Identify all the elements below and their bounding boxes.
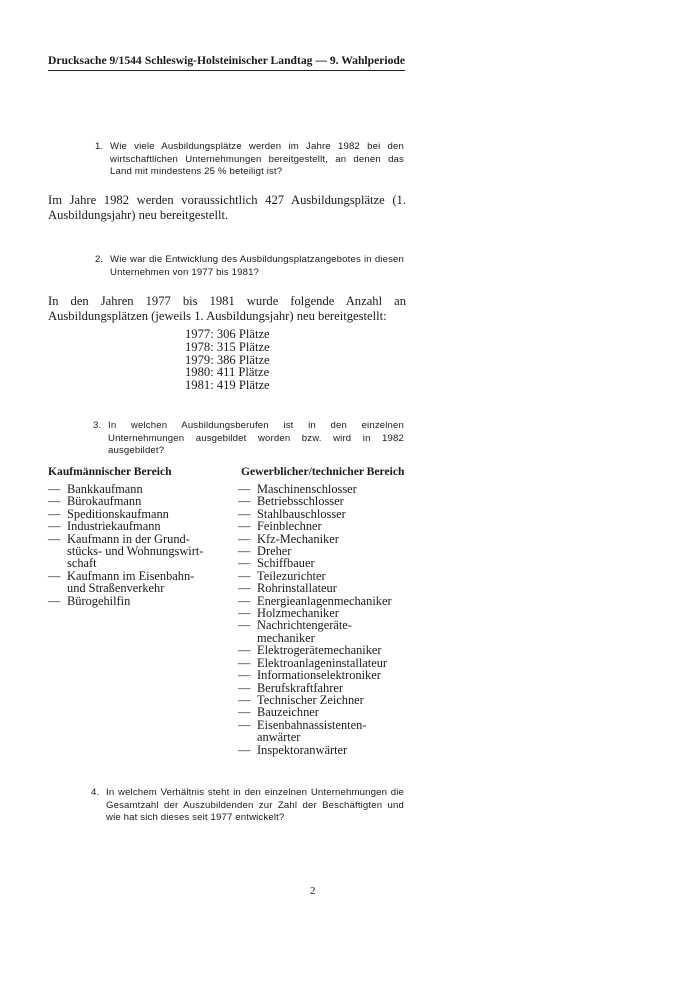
- dash-bullet: —: [238, 593, 251, 608]
- profession-label: Energieanlagenmechaniker: [257, 593, 392, 608]
- dash-bullet: —: [238, 717, 251, 732]
- question-number: 3.: [93, 420, 102, 431]
- dash-bullet: —: [238, 606, 251, 621]
- dash-bullet: —: [238, 482, 251, 496]
- profession-label: Elektrogerätemechaniker: [257, 643, 382, 658]
- dash-bullet: —: [238, 643, 251, 658]
- dash-bullet: —: [238, 506, 251, 521]
- parliament-title: Schleswig-Holsteinischer Landtag — 9. Wahlperiode: [144, 54, 405, 67]
- profession-label: Feinblechner: [257, 519, 322, 534]
- dash-bullet: —: [238, 655, 251, 670]
- profession-label: Speditionskaufmann: [67, 506, 169, 521]
- profession-item: [238, 744, 408, 756]
- dash-bullet: —: [48, 494, 61, 509]
- technical-professions-list: [238, 483, 408, 756]
- dash-bullet: —: [238, 531, 251, 546]
- profession-label: schaft: [67, 556, 97, 571]
- profession-item: [48, 570, 208, 595]
- profession-label: Holzmechaniker: [257, 606, 339, 621]
- profession-item: [238, 495, 408, 507]
- commercial-heading: Kaufmännischer Bereich: [48, 465, 172, 478]
- profession-label: Bauzeichner: [257, 705, 319, 720]
- profession-label: Industriekaufmann: [67, 519, 161, 534]
- profession-label: stücks- und Wohnungswirt-: [67, 544, 204, 559]
- question-text: In welchem Verhältnis steht in den einzelnen Unternehmungen die Gesamtzahl der Auszubildenden zur Zahl der Beschäftigten und wie hat sich dieses seit 1977 entwickelt?: [106, 787, 404, 823]
- year-row: 1979: 386 Plätze: [185, 352, 270, 367]
- profession-label: Berufskraftfahrer: [257, 680, 343, 695]
- profession-label: Rohrinstallateur: [257, 581, 337, 596]
- profession-item: [48, 533, 208, 570]
- profession-item: [238, 557, 408, 569]
- question-text: In welchen Ausbildungsberufen ist in den einzelnen Unternehmungen ausgebildet worden bzw. wird in 1982 ausgebildet?: [108, 420, 404, 456]
- profession-label: Betriebsschlosser: [257, 494, 344, 509]
- document-number: Drucksache 9/1544: [48, 54, 142, 67]
- profession-item: [48, 520, 208, 532]
- profession-label: Nachrichtengeräte-: [257, 618, 352, 633]
- profession-item: [238, 644, 408, 656]
- dash-bullet: —: [48, 568, 61, 583]
- profession-label: Schiffbauer: [257, 556, 315, 571]
- profession-label: Bürogehilfin: [67, 593, 131, 608]
- profession-item: [238, 619, 408, 644]
- profession-label: Bankkaufmann: [67, 482, 143, 496]
- question-number: 1.: [95, 141, 104, 152]
- dash-bullet: —: [238, 680, 251, 695]
- question-number: 2.: [95, 254, 104, 265]
- year-row: 1978: 315 Plätze: [185, 339, 270, 354]
- profession-item: [238, 719, 408, 744]
- profession-item: [238, 582, 408, 594]
- dash-bullet: —: [238, 568, 251, 583]
- technical-heading: Gewerblicher/technicher Bereich: [241, 465, 405, 478]
- page-header: [48, 54, 405, 67]
- year-row: 1981: 419 Plätze: [185, 378, 270, 393]
- question-1: [95, 141, 404, 179]
- profession-item: [238, 706, 408, 718]
- profession-label: Kaufmann im Eisenbahn-: [67, 568, 195, 583]
- profession-label: Bürokaufmann: [67, 494, 142, 509]
- yearly-places-list: [185, 328, 270, 392]
- dash-bullet: —: [238, 692, 251, 707]
- profession-label: Teilezurichter: [257, 568, 326, 583]
- dash-bullet: —: [238, 705, 251, 720]
- dash-bullet: —: [238, 494, 251, 509]
- dash-bullet: —: [238, 544, 251, 559]
- dash-bullet: —: [48, 593, 61, 608]
- year-row: 1977: 306 Plätze: [185, 327, 270, 341]
- dash-bullet: —: [238, 581, 251, 596]
- question-4: [91, 787, 404, 825]
- profession-item: [48, 595, 208, 607]
- header-rule: [48, 70, 405, 71]
- question-3: [93, 420, 404, 458]
- question-2: [95, 254, 404, 279]
- profession-label: Elektroanlageninstallateur: [257, 655, 388, 670]
- profession-label: Kfz-Mechaniker: [257, 531, 339, 546]
- question-text: Wie war die Entwicklung des Ausbildungsplatzangebotes in diesen Unternehmen von 1977 bis 1981?: [110, 254, 404, 278]
- dash-bullet: —: [238, 742, 251, 757]
- year-row: 1980: 411 Plätze: [185, 365, 270, 380]
- dash-bullet: —: [238, 556, 251, 571]
- profession-label: anwärter: [257, 730, 301, 745]
- page-number: 2: [310, 885, 316, 897]
- profession-label: Dreher: [257, 544, 292, 559]
- question-text: Wie viele Ausbildungsplätze werden im Jahre 1982 bei den wirtschaftlichen Unternehmungen bereitgestellt, an denen das Land mit mindestens 25 % beteiligt ist?: [110, 141, 404, 177]
- dash-bullet: —: [48, 531, 61, 546]
- profession-label: Maschinenschlosser: [257, 482, 357, 496]
- profession-label: Eisenbahnassistenten-: [257, 717, 367, 732]
- dash-bullet: —: [48, 506, 61, 521]
- profession-item: [238, 520, 408, 532]
- profession-label: Technischer Zeichner: [257, 692, 364, 707]
- profession-item: [48, 495, 208, 507]
- commercial-professions-list: [48, 483, 208, 607]
- dash-bullet: —: [238, 668, 251, 683]
- dash-bullet: —: [238, 519, 251, 534]
- profession-label: Kaufmann in der Grund-: [67, 531, 190, 546]
- answer-2: In den Jahren 1977 bis 1981 wurde folgende Anzahl an Ausbildungsplätzen (jeweils 1. Ausbildungsjahr) neu bereitgestellt:: [48, 294, 406, 324]
- dash-bullet: —: [238, 618, 251, 633]
- dash-bullet: —: [48, 519, 61, 534]
- dash-bullet: —: [48, 482, 61, 496]
- profession-label: und Straßenverkehr: [67, 581, 165, 596]
- question-number: 4.: [91, 787, 100, 798]
- profession-item: [238, 669, 408, 681]
- answer-1: Im Jahre 1982 werden voraussichtlich 427 Ausbildungsplätze (1. Ausbildungsjahr) neu bereitgestellt.: [48, 193, 406, 223]
- profession-label: Stahlbauschlosser: [257, 506, 346, 521]
- profession-label: mechaniker: [257, 630, 315, 645]
- profession-label: Informationselektroniker: [257, 668, 381, 683]
- profession-label: Inspektoranwärter: [257, 742, 348, 757]
